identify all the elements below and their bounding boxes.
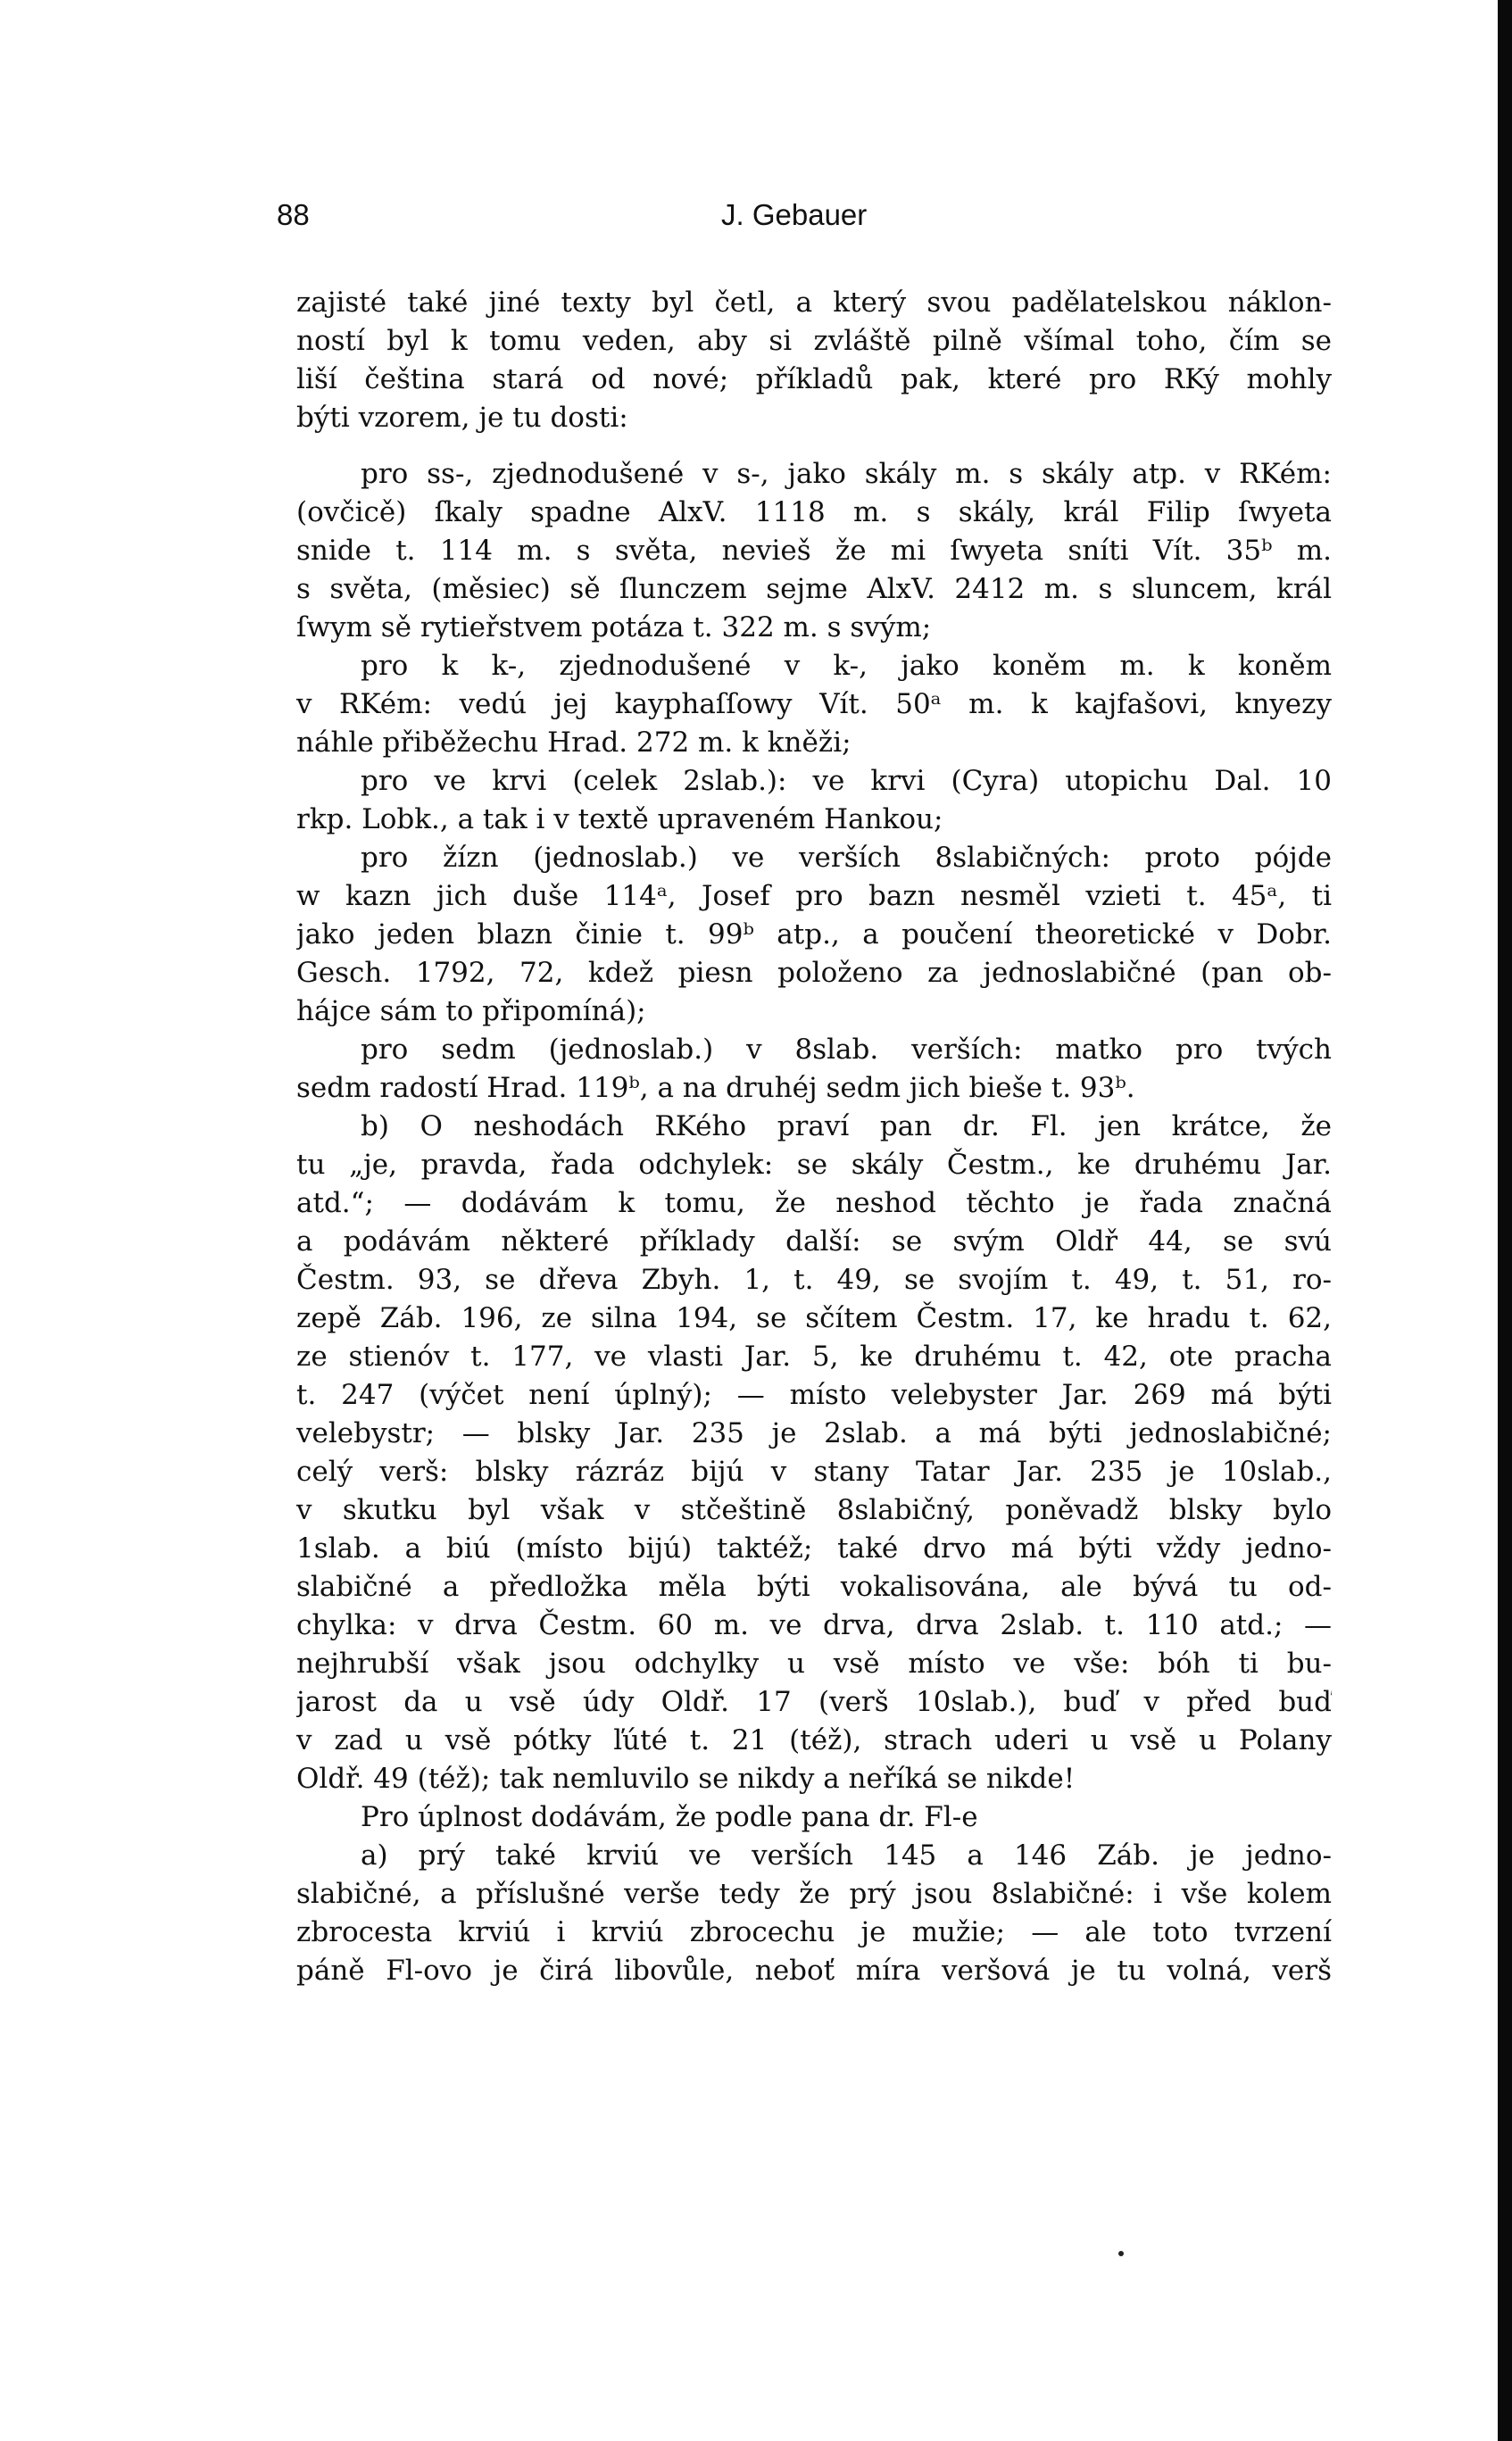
page-edge-shadow — [1498, 0, 1512, 2441]
text-line: celý verš: blsky rázráz bijú v stany Tatar Jar. 235 je 10slab., — [296, 1456, 1332, 1488]
text-line: býti vzorem, je tu dosti: — [296, 402, 628, 434]
text-line: sedm radostí Hrad. 119ᵇ, a na druhéj sedm jich bieše t. 93ᵇ. — [296, 1072, 1135, 1104]
text-line: Oldř. 49 (též); tak nemluvilo se nikdy a neříká se nikde! — [296, 1763, 1076, 1795]
text-line: w kazn jich duše 114ᵃ, Josef pro bazn nesměl vzieti t. 45ᵃ, ti — [296, 880, 1332, 912]
text-line: slabičné a předložka měla býti vokalisována, ale bývá tu od- — [296, 1571, 1332, 1603]
text-line: zepě Záb. 196, ze silna 194, se sčítem Čestm. 17, ke hradu t. 62, — [296, 1302, 1332, 1334]
print-speck — [1118, 2251, 1124, 2256]
text-line: slabičné, a příslušné verše tedy že prý jsou 8slabičné: i vše kolem — [296, 1878, 1332, 1910]
text-line: hájce sám to připomíná); — [296, 995, 646, 1027]
text-line: páně Fl-ovo je čirá libovůle, neboť míra veršová je tu volná, verš — [296, 1955, 1332, 1987]
text-line: b) O neshodách RKého praví pan dr. Fl. jen krátce, že — [361, 1110, 1332, 1142]
text-line: pro žízn (jednoslab.) ve verších 8slabičných: proto pójde — [361, 842, 1332, 874]
text-line: pro ve krvi (celek 2slab.): ve krvi (Cyra) utopichu Dal. 10 — [361, 765, 1332, 797]
page-number: 88 — [277, 198, 310, 231]
text-line: jako jeden blazn činie t. 99ᵇ atp., a poučení theoretické v Dobr. — [296, 918, 1332, 951]
text-line: nejhrubší však jsou odchylky u vsě místo ve vše: bóh ti bu- — [296, 1648, 1332, 1680]
text-line: 1slab. a biú (místo bijú) taktéž; také drvo má býti vždy jedno- — [296, 1532, 1332, 1565]
text-line: snide t. 114 m. s světa, nevieš že mi ſwyeta sníti Vít. 35ᵇ m. — [296, 535, 1332, 567]
text-line: ſwym sě rytieřstvem potáza t. 322 m. s svým; — [296, 611, 932, 643]
text-line: Gesch. 1792, 72, kdež piesn položeno za jednoslabičné (pan ob- — [296, 957, 1332, 989]
text-line: t. 247 (výčet není úplný); — místo velebyster Jar. 269 má býti — [296, 1379, 1332, 1411]
text-line: pro sedm (jednoslab.) v 8slab. verších: matko pro tvých — [361, 1034, 1332, 1066]
running-head: J. Gebauer — [721, 198, 868, 231]
text-line: Čestm. 93, se dřeva Zbyh. 1, t. 49, se svojím t. 49, t. 51, ro- — [296, 1264, 1332, 1296]
text-line: tu „je, pravda, řada odchylek: se skály Čestm., ke druhému Jar. — [296, 1149, 1332, 1181]
text-line: v skutku byl však v stčeštině 8slabičný, poněvadž blsky bylo — [296, 1494, 1332, 1526]
text-line: pro k k-, zjednodušené v k-, jako koněm m. k koněm — [361, 650, 1332, 682]
text-line: a podávám některé příklady další: se svým Oldř 44, se svú — [296, 1225, 1332, 1258]
page-header — [277, 198, 1330, 243]
text-line: atd.“; — dodávám k tomu, že neshod těchto je řada značná — [296, 1187, 1332, 1219]
text-line: pro ss-, zjednodušené v s-, jako skály m. s skály atp. v RKém: — [361, 458, 1332, 490]
text-line: zajisté také jiné texty byl četl, a který svou padělatelskou náklon- — [296, 286, 1332, 319]
text-line: velebystr; — blsky Jar. 235 je 2slab. a má býti jednoslabičné; — [296, 1417, 1332, 1449]
text-line: ností byl k tomu veden, aby si zvláště pilně všímal toho, čím se — [296, 325, 1332, 357]
text-line: v RKém: vedú jej kayphaſſowy Vít. 50ᵃ m. k kajfašovi, knyezy — [296, 688, 1332, 720]
text-line: chylka: v drva Čestm. 60 m. ve drva, drva 2slab. t. 110 atd.; — — [296, 1609, 1332, 1641]
text-line: zbrocesta krviú i krviú zbrocechu je mužie; — ale toto tvrzení — [296, 1916, 1332, 1948]
text-line: liší čeština stará od nové; příkladů pak, které pro RKý mohly — [296, 363, 1332, 395]
body-text — [296, 284, 1332, 1990]
text-line: a) prý také krviú ve verších 145 a 146 Záb. je jedno- — [361, 1839, 1332, 1872]
text-line: Pro úplnost dodávám, že podle pana dr. Fl-e — [361, 1801, 978, 1833]
text-line: jarost da u vsě údy Oldř. 17 (verš 10slab.), buď v před buď — [296, 1686, 1332, 1718]
text-line: (ovčicě) ſkaly spadne AlxV. 1118 m. s skály, král Filip ſwyeta — [296, 496, 1332, 528]
text-line: v zad u vsě pótky ľúté t. 21 (též), strach uderi u vsě u Polany — [296, 1724, 1332, 1756]
text-line: s světa, (měsiec) sě ſlunczem sejme AlxV. 2412 m. s sluncem, král — [296, 573, 1332, 605]
text-line: rkp. Lobk., a tak i v textě upraveném Hankou; — [296, 803, 943, 835]
text-line: ze stienóv t. 177, ve vlasti Jar. 5, ke druhému t. 42, ote pracha — [296, 1341, 1332, 1373]
text-line: náhle přiběžechu Hrad. 272 m. k kněži; — [296, 726, 852, 759]
